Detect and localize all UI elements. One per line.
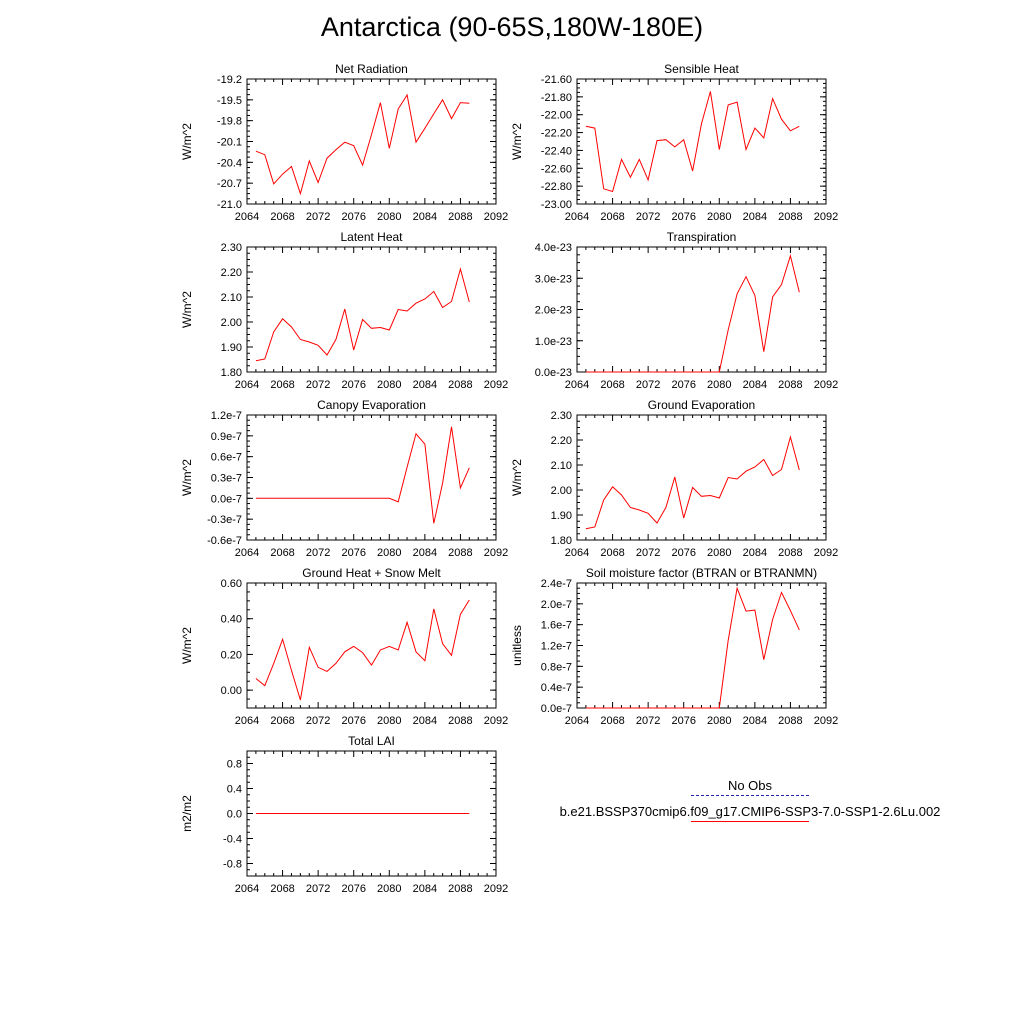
x-tick-label: 2076 <box>341 883 366 895</box>
x-tick-label: 2084 <box>412 715 438 727</box>
panel-transpiration <box>535 230 839 391</box>
x-tick-label: 2080 <box>377 379 402 391</box>
y-tick-label: -20.7 <box>216 178 242 191</box>
x-tick-label: 2072 <box>635 547 661 559</box>
x-tick-label: 2080 <box>707 715 732 727</box>
x-tick-label: 2064 <box>234 211 260 223</box>
y-tick-label: -0.3e-7 <box>207 514 242 527</box>
panel-ground-evaporation <box>510 398 838 559</box>
series-line-latent-heat-0 <box>256 269 469 361</box>
x-tick-label: 2072 <box>635 211 661 223</box>
x-tick-label: 2076 <box>671 379 696 391</box>
y-axis-label: unitless <box>510 625 524 666</box>
panel-title: Latent Heat <box>340 230 403 244</box>
panel-title: Soil moisture factor (BTRAN or BTRANMN) <box>585 566 818 580</box>
series-line-soil-moisture-factor-btran-or-btranmn-0 <box>586 588 799 708</box>
y-tick-label: 0.60 <box>220 578 242 590</box>
x-tick-label: 2088 <box>448 547 473 559</box>
x-tick-label: 2068 <box>600 547 625 559</box>
x-tick-label: 2068 <box>270 883 295 895</box>
x-tick-label: 2084 <box>412 883 438 895</box>
y-tick-label: 0.0e-23 <box>534 367 572 379</box>
x-tick-label: 2092 <box>813 379 839 391</box>
y-axis-label: W/m^2 <box>180 123 194 160</box>
x-tick-label: 2092 <box>483 379 509 391</box>
legend <box>540 778 960 822</box>
plot-frame <box>247 79 496 204</box>
x-tick-label: 2088 <box>448 211 473 223</box>
y-axis-label: W/m^2 <box>510 123 524 160</box>
y-tick-label: -0.6e-7 <box>207 535 242 547</box>
page-title: Antarctica (90-65S,180W-180E) <box>320 12 704 42</box>
x-tick-label: 2072 <box>635 379 661 391</box>
series-line-transpiration-0 <box>586 256 799 372</box>
y-tick-label: 0.00 <box>220 685 242 698</box>
x-tick-label: 2084 <box>742 715 768 727</box>
x-tick-label: 2080 <box>377 715 402 727</box>
y-tick-label: 0.8e-7 <box>540 661 572 674</box>
legend-line-obs <box>691 795 809 796</box>
panel-title: Total LAI <box>348 734 395 748</box>
y-axis-label: m2/m2 <box>180 795 194 832</box>
legend-label-obs: No Obs <box>727 778 773 793</box>
y-tick-label: 0.40 <box>220 613 242 626</box>
y-tick-label: 1.2e-7 <box>540 640 572 653</box>
y-tick-label: 2.00 <box>220 317 242 329</box>
x-tick-label: 2092 <box>813 715 839 727</box>
y-tick-label: -0.8 <box>223 858 242 871</box>
x-tick-label: 2072 <box>305 379 331 391</box>
y-tick-label: -22.80 <box>540 181 572 194</box>
x-tick-label: 2072 <box>305 883 331 895</box>
x-tick-label: 2092 <box>483 547 509 559</box>
panel-title: Canopy Evaporation <box>317 398 426 412</box>
y-tick-label: 2.20 <box>220 267 242 279</box>
y-tick-label: 2.20 <box>550 435 572 447</box>
x-tick-label: 2072 <box>305 211 331 223</box>
x-tick-label: 2064 <box>234 547 260 559</box>
y-tick-label: -19.8 <box>216 115 242 128</box>
y-tick-label: 0.4 <box>226 783 242 796</box>
y-axis-label: W/m^2 <box>510 459 524 496</box>
y-axis-label: W/m^2 <box>180 291 194 328</box>
x-tick-label: 2092 <box>483 715 509 727</box>
y-tick-label: -19.5 <box>216 94 242 107</box>
x-tick-label: 2072 <box>635 715 661 727</box>
x-tick-label: 2080 <box>707 547 732 559</box>
x-tick-label: 2076 <box>671 547 696 559</box>
x-tick-label: 2068 <box>270 379 295 391</box>
y-tick-label: 0.8 <box>226 758 242 771</box>
y-tick-label: 1.80 <box>220 367 242 379</box>
y-tick-label: 0.0e-7 <box>540 703 572 715</box>
x-tick-label: 2080 <box>707 211 732 223</box>
series-line-ground-evaporation-0 <box>586 437 799 529</box>
x-tick-label: 2064 <box>564 211 590 223</box>
y-tick-label: 1.90 <box>550 510 572 522</box>
y-tick-label: 4.0e-23 <box>534 242 572 254</box>
panel-ground-heat-snow-melt <box>180 566 508 727</box>
y-tick-label: -21.80 <box>540 91 572 104</box>
panel-title: Net Radiation <box>335 62 408 76</box>
y-tick-label: 2.30 <box>550 410 572 422</box>
y-tick-label: 0.20 <box>220 649 242 662</box>
y-tick-label: 1.80 <box>550 535 572 547</box>
panel-net-radiation <box>180 62 508 223</box>
panel-title: Ground Evaporation <box>647 398 756 412</box>
plot-frame <box>247 247 496 372</box>
x-tick-label: 2068 <box>270 211 295 223</box>
y-tick-label: 0.0e-7 <box>210 493 242 506</box>
x-tick-label: 2084 <box>412 547 438 559</box>
panel-total-lai <box>180 734 508 895</box>
x-tick-label: 2072 <box>305 715 331 727</box>
y-tick-label: -19.2 <box>216 74 242 86</box>
series-line-ground-heat-snow-melt-0 <box>256 600 469 700</box>
y-tick-label: -23.00 <box>540 199 572 211</box>
y-tick-label: -20.4 <box>216 157 242 170</box>
x-tick-label: 2084 <box>742 547 768 559</box>
y-tick-label: 2.10 <box>220 292 242 304</box>
x-tick-label: 2080 <box>707 379 732 391</box>
x-tick-label: 2064 <box>234 379 260 391</box>
y-tick-label: -22.20 <box>540 127 572 140</box>
plot-frame <box>577 415 826 540</box>
plot-frame <box>577 583 826 708</box>
x-tick-label: 2080 <box>377 883 402 895</box>
y-tick-label: 0.4e-7 <box>540 682 572 695</box>
y-axis-label: W/m^2 <box>180 627 194 664</box>
x-tick-label: 2068 <box>270 547 295 559</box>
x-tick-label: 2092 <box>813 211 839 223</box>
panel-title: Transpiration <box>666 230 737 244</box>
x-tick-label: 2076 <box>671 715 696 727</box>
y-tick-label: 2.0e-23 <box>534 304 572 317</box>
y-tick-label: 2.0e-7 <box>540 598 572 611</box>
x-tick-label: 2088 <box>448 883 473 895</box>
y-tick-label: 3.0e-23 <box>534 273 572 286</box>
x-tick-label: 2088 <box>448 379 473 391</box>
y-tick-label: -20.1 <box>216 136 242 149</box>
y-tick-label: 1.6e-7 <box>540 619 572 632</box>
x-tick-label: 2088 <box>778 211 803 223</box>
x-tick-label: 2068 <box>600 715 625 727</box>
y-tick-label: 2.10 <box>550 460 572 472</box>
y-tick-label: -22.40 <box>540 145 572 158</box>
y-tick-label: 2.30 <box>220 242 242 254</box>
panel-canopy-evaporation <box>180 398 508 559</box>
panel-sensible-heat <box>510 62 838 223</box>
x-tick-label: 2064 <box>564 547 590 559</box>
x-tick-label: 2076 <box>341 379 366 391</box>
y-axis-label: W/m^2 <box>180 459 194 496</box>
x-tick-label: 2064 <box>234 715 260 727</box>
x-tick-label: 2084 <box>742 379 768 391</box>
y-tick-label: 2.4e-7 <box>540 578 572 590</box>
series-line-canopy-evaporation-0 <box>256 427 469 524</box>
panel-title: Sensible Heat <box>664 62 739 76</box>
y-tick-label: 1.90 <box>220 342 242 354</box>
x-tick-label: 2088 <box>778 715 803 727</box>
y-tick-label: -22.60 <box>540 163 572 176</box>
panel-title: Ground Heat + Snow Melt <box>302 566 441 580</box>
plot-frame <box>577 247 826 372</box>
y-tick-label: 1.0e-23 <box>534 335 572 348</box>
y-tick-label: -0.4 <box>223 833 242 846</box>
y-tick-label: -21.60 <box>540 74 572 86</box>
x-tick-label: 2088 <box>778 547 803 559</box>
x-tick-label: 2068 <box>270 715 295 727</box>
y-tick-label: 0.9e-7 <box>210 430 242 443</box>
panel-latent-heat <box>180 230 508 391</box>
x-tick-label: 2076 <box>671 211 696 223</box>
y-tick-label: -22.00 <box>540 109 572 122</box>
y-tick-label: 0.3e-7 <box>210 472 242 485</box>
x-tick-label: 2064 <box>234 883 260 895</box>
x-tick-label: 2092 <box>813 547 839 559</box>
y-tick-label: 1.2e-7 <box>210 410 242 422</box>
x-tick-label: 2080 <box>377 547 402 559</box>
x-tick-label: 2084 <box>742 211 768 223</box>
series-line-sensible-heat-0 <box>586 92 799 192</box>
y-tick-label: 0.6e-7 <box>210 451 242 464</box>
x-tick-label: 2084 <box>412 211 438 223</box>
panel-soil-moisture-factor-btran-or-btranmn <box>510 566 838 727</box>
x-tick-label: 2068 <box>600 211 625 223</box>
x-tick-label: 2088 <box>778 379 803 391</box>
x-tick-label: 2076 <box>341 547 366 559</box>
legend-label-case: b.e21.BSSP370cmip6.f09_g17.CMIP6-SSP3-7.0-SSP1-2.6Lu.002 <box>559 804 941 819</box>
legend-line-case <box>691 821 809 822</box>
x-tick-label: 2064 <box>564 379 590 391</box>
y-tick-label: -21.0 <box>216 199 242 211</box>
x-tick-label: 2076 <box>341 211 366 223</box>
x-tick-label: 2092 <box>483 883 509 895</box>
x-tick-label: 2064 <box>564 715 590 727</box>
x-tick-label: 2088 <box>448 715 473 727</box>
x-tick-label: 2092 <box>483 211 509 223</box>
series-line-net-radiation-0 <box>256 95 469 194</box>
y-tick-label: 0.0 <box>226 808 242 821</box>
x-tick-label: 2068 <box>600 379 625 391</box>
x-tick-label: 2080 <box>377 211 402 223</box>
x-tick-label: 2072 <box>305 547 331 559</box>
x-tick-label: 2084 <box>412 379 438 391</box>
x-tick-label: 2076 <box>341 715 366 727</box>
y-tick-label: 2.00 <box>550 485 572 497</box>
